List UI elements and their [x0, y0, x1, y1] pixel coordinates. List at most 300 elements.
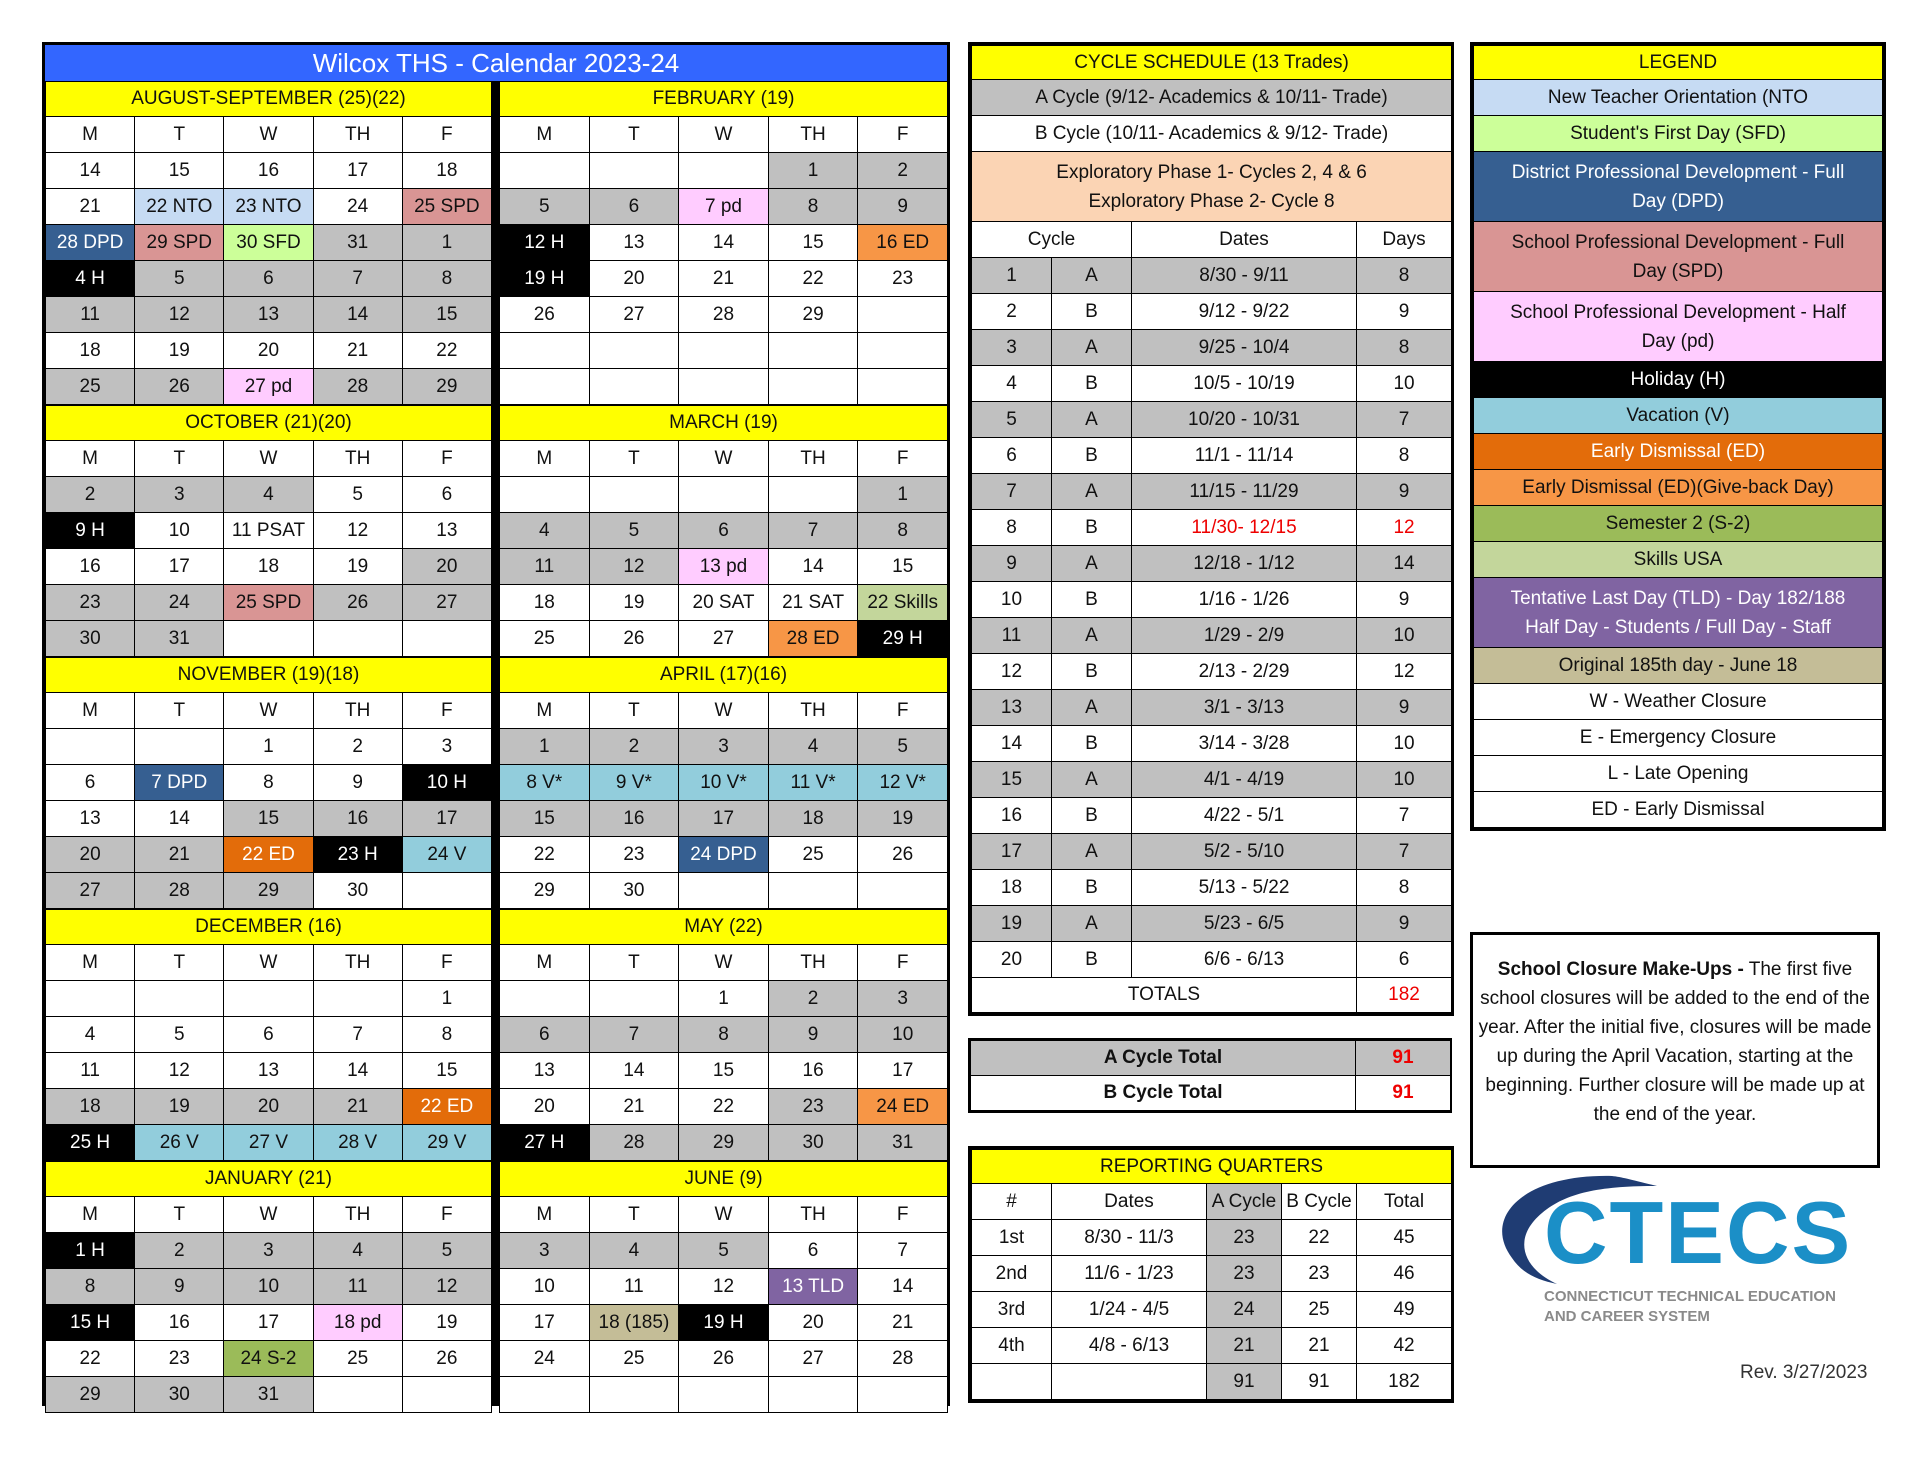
cycle-dates: 9/12 - 9/22: [1132, 294, 1357, 330]
day-cell: 14: [768, 549, 858, 585]
day-cell: 30: [313, 873, 402, 909]
day-cell: 9 V*: [589, 765, 679, 801]
day-cell: 12: [135, 297, 224, 333]
day-cell: 8: [768, 189, 858, 225]
day-cell: 28: [589, 1125, 679, 1161]
day-cell: 6: [402, 477, 491, 513]
day-cell: [402, 621, 491, 657]
day-cell: [858, 1377, 948, 1413]
cycle-letter: A: [1052, 474, 1132, 510]
day-cell: [500, 1377, 590, 1413]
day-cell: 28 DPD: [46, 225, 135, 261]
day-cell: [679, 873, 769, 909]
day-cell: 29: [224, 873, 313, 909]
day-cell: 24 DPD: [679, 837, 769, 873]
logo-line-2: AND CAREER SYSTEM: [1544, 1308, 1710, 1325]
day-cell: 13: [224, 297, 313, 333]
day-cell: 7: [313, 1017, 402, 1053]
cycle-column-header: Cycle: [972, 222, 1132, 258]
cycle-number: 13: [972, 690, 1052, 726]
day-cell: 22: [402, 333, 491, 369]
day-cell: 26: [589, 621, 679, 657]
weekday-header: W: [679, 117, 769, 153]
cycle-days: 9: [1357, 582, 1452, 618]
day-cell: 26: [402, 1341, 491, 1377]
day-cell: 14: [858, 1269, 948, 1305]
quarter-total-cell: 91: [1207, 1364, 1282, 1400]
weekday-header: TH: [768, 945, 858, 981]
weekday-header: M: [46, 441, 135, 477]
cycle-dates: 5/13 - 5/22: [1132, 870, 1357, 906]
day-cell: 10: [135, 513, 224, 549]
weekday-header: W: [224, 1197, 313, 1233]
cycle-number: 18: [972, 870, 1052, 906]
day-cell: 19 H: [500, 261, 590, 297]
weekday-header: M: [46, 1197, 135, 1233]
day-cell: 24 S-2: [224, 1341, 313, 1377]
day-cell: 12: [679, 1269, 769, 1305]
closure-makeups-box: [1470, 932, 1880, 1168]
day-cell: 5: [500, 189, 590, 225]
cycle-letter: A: [1052, 546, 1132, 582]
day-cell: 16: [589, 801, 679, 837]
a-cycle-total-label: A Cycle Total: [971, 1041, 1356, 1076]
cycle-schedule: [968, 42, 1454, 1016]
day-cell: 30: [768, 1125, 858, 1161]
cycle-dates: 3/1 - 3/13: [1132, 690, 1357, 726]
cycle-letter: A: [1052, 762, 1132, 798]
cycle-number: 2: [972, 294, 1052, 330]
quarter-total-cell: [972, 1364, 1052, 1400]
day-cell: 28: [313, 369, 402, 405]
quarter-cell: 1/24 - 4/5: [1052, 1292, 1207, 1328]
legend-item: New Teacher Orientation (NTO: [1474, 80, 1883, 116]
quarter-cell: 23: [1207, 1256, 1282, 1292]
cycle-dates: 1/16 - 1/26: [1132, 582, 1357, 618]
day-cell: 11: [46, 297, 135, 333]
weekday-header: M: [46, 693, 135, 729]
day-cell: 22: [768, 261, 858, 297]
day-cell: 13 TLD: [768, 1269, 858, 1305]
day-cell: 20: [402, 549, 491, 585]
day-cell: 1: [224, 729, 313, 765]
day-cell: 13: [402, 513, 491, 549]
day-cell: 30: [46, 621, 135, 657]
day-cell: 20: [224, 1089, 313, 1125]
day-cell: [135, 729, 224, 765]
weekday-header: W: [679, 441, 769, 477]
day-cell: 21: [46, 189, 135, 225]
weekday-header: W: [224, 441, 313, 477]
day-cell: 11: [313, 1269, 402, 1305]
weekday-header: M: [500, 945, 590, 981]
cycle-days: 8: [1357, 258, 1452, 294]
cycle-dates: 5/2 - 5/10: [1132, 834, 1357, 870]
calendar-right-column: [499, 81, 947, 1413]
quarter-cell: 23: [1207, 1220, 1282, 1256]
month-title: FEBRUARY (19): [500, 82, 948, 117]
day-cell: 3: [224, 1233, 313, 1269]
day-cell: 25: [768, 837, 858, 873]
exploratory-phase-1: Exploratory Phase 1- Cycles 2, 4 & 6: [1056, 161, 1367, 183]
weekday-header: TH: [768, 1197, 858, 1233]
cycle-days: 10: [1357, 366, 1452, 402]
day-cell: 23: [768, 1089, 858, 1125]
day-cell: 15: [135, 153, 224, 189]
legend-item: School Professional Development - Half Day (pd): [1474, 292, 1883, 362]
day-cell: 7 pd: [679, 189, 769, 225]
month-right-2: [499, 657, 948, 909]
cycle-dates: 3/14 - 3/28: [1132, 726, 1357, 762]
legend-item: Early Dismissal (ED)(Give-back Day): [1474, 470, 1883, 506]
weekday-header: F: [402, 945, 491, 981]
b-cycle-total-value: 91: [1356, 1076, 1451, 1111]
day-cell: 12 H: [500, 225, 590, 261]
cycle-row: [972, 510, 1452, 546]
day-cell: 23 NTO: [224, 189, 313, 225]
day-cell: 26 V: [135, 1125, 224, 1161]
day-cell: 25: [46, 369, 135, 405]
day-cell: 23: [135, 1341, 224, 1377]
cycle-letter: B: [1052, 942, 1132, 978]
cycle-days: 9: [1357, 474, 1452, 510]
day-cell: 17: [135, 549, 224, 585]
cycle-letter: A: [1052, 402, 1132, 438]
weekday-header: T: [135, 693, 224, 729]
day-cell: 29: [768, 297, 858, 333]
day-cell: 5: [313, 477, 402, 513]
days-column-header: Days: [1357, 222, 1452, 258]
quarter-cell: 11/6 - 1/23: [1052, 1256, 1207, 1292]
day-cell: [313, 621, 402, 657]
day-cell: 30: [135, 1377, 224, 1413]
day-cell: 17: [500, 1305, 590, 1341]
day-cell: 1: [402, 981, 491, 1017]
day-cell: 28: [679, 297, 769, 333]
weekday-header: M: [500, 1197, 590, 1233]
day-cell: 17: [858, 1053, 948, 1089]
day-cell: [589, 981, 679, 1017]
day-cell: 28: [858, 1341, 948, 1377]
quarter-column-header: Dates: [1052, 1184, 1207, 1220]
day-cell: [500, 153, 590, 189]
cycle-schedule-title: CYCLE SCHEDULE (13 Trades): [972, 46, 1452, 80]
day-cell: 27 pd: [224, 369, 313, 405]
day-cell: [500, 981, 590, 1017]
cycle-letter: B: [1052, 366, 1132, 402]
cycle-letter: A: [1052, 618, 1132, 654]
cycle-number: 5: [972, 402, 1052, 438]
day-cell: 12: [313, 513, 402, 549]
cycle-dates: 10/20 - 10/31: [1132, 402, 1357, 438]
month-title: AUGUST-SEPTEMBER (25)(22): [46, 82, 492, 117]
month-title: MAY (22): [500, 910, 948, 945]
day-cell: 19 H: [679, 1305, 769, 1341]
day-cell: 18 pd: [313, 1305, 402, 1341]
day-cell: 13 pd: [679, 549, 769, 585]
dates-column-header: Dates: [1132, 222, 1357, 258]
day-cell: 21: [589, 1089, 679, 1125]
cycle-dates: 1/29 - 2/9: [1132, 618, 1357, 654]
legend-item: Original 185th day - June 18: [1474, 648, 1883, 684]
day-cell: 21: [313, 1089, 402, 1125]
quarter-column-header: #: [972, 1184, 1052, 1220]
cycle-days: 7: [1357, 798, 1452, 834]
weekday-header: TH: [313, 1197, 402, 1233]
day-cell: 24: [500, 1341, 590, 1377]
day-cell: 8 V*: [500, 765, 590, 801]
day-cell: 16: [46, 549, 135, 585]
day-cell: 15: [768, 225, 858, 261]
month-title: APRIL (17)(16): [500, 658, 948, 693]
cycle-days: 8: [1357, 870, 1452, 906]
day-cell: [679, 369, 769, 405]
cycle-number: 19: [972, 906, 1052, 942]
day-cell: [768, 1377, 858, 1413]
day-cell: [589, 1377, 679, 1413]
cycle-letter: B: [1052, 726, 1132, 762]
cycle-number: 7: [972, 474, 1052, 510]
day-cell: 5: [679, 1233, 769, 1269]
day-cell: 22 ED: [402, 1089, 491, 1125]
day-cell: 14: [46, 153, 135, 189]
day-cell: 14: [313, 1053, 402, 1089]
day-cell: 23 H: [313, 837, 402, 873]
weekday-header: T: [589, 117, 679, 153]
day-cell: 5: [402, 1233, 491, 1269]
day-cell: 17: [402, 801, 491, 837]
day-cell: 6: [589, 189, 679, 225]
day-cell: 15: [402, 297, 491, 333]
month-title: OCTOBER (21)(20): [46, 406, 492, 441]
day-cell: 25: [313, 1341, 402, 1377]
day-cell: 25 H: [46, 1125, 135, 1161]
cycle-row: [972, 906, 1452, 942]
legend-item: Student's First Day (SFD): [1474, 116, 1883, 152]
cycle-dates: 5/23 - 6/5: [1132, 906, 1357, 942]
weekday-header: W: [679, 1197, 769, 1233]
day-cell: 21 SAT: [768, 585, 858, 621]
calendar-left-column: [45, 81, 491, 1413]
day-cell: 1 H: [46, 1233, 135, 1269]
cycle-days: 6: [1357, 942, 1452, 978]
cycle-letter: A: [1052, 330, 1132, 366]
day-cell: 16: [313, 801, 402, 837]
reporting-quarters-title: REPORTING QUARTERS: [972, 1150, 1452, 1184]
weekday-header: T: [589, 441, 679, 477]
cycle-days: 10: [1357, 762, 1452, 798]
day-cell: 15: [402, 1053, 491, 1089]
logo-letters: CTECS: [1544, 1183, 1853, 1282]
month-right-0: [499, 81, 948, 405]
cycle-row: [972, 582, 1452, 618]
weekday-header: F: [858, 117, 948, 153]
day-cell: 8: [679, 1017, 769, 1053]
cycle-days: 9: [1357, 906, 1452, 942]
day-cell: 5: [135, 261, 224, 297]
day-cell: 19: [858, 801, 948, 837]
day-cell: 9 H: [46, 513, 135, 549]
day-cell: 20: [768, 1305, 858, 1341]
day-cell: 31: [313, 225, 402, 261]
cycle-row: [972, 618, 1452, 654]
quarter-total-cell: 182: [1357, 1364, 1452, 1400]
day-cell: [679, 477, 769, 513]
month-left-0: [45, 81, 492, 405]
day-cell: 29 V: [402, 1125, 491, 1161]
day-cell: 7: [768, 513, 858, 549]
cycle-number: 1: [972, 258, 1052, 294]
day-cell: [46, 729, 135, 765]
day-cell: 26: [858, 837, 948, 873]
quarter-cell: 24: [1207, 1292, 1282, 1328]
cycle-days: 9: [1357, 690, 1452, 726]
day-cell: [135, 981, 224, 1017]
weekday-header: TH: [313, 441, 402, 477]
day-cell: [858, 873, 948, 909]
day-cell: 15 H: [46, 1305, 135, 1341]
cycle-days: 9: [1357, 294, 1452, 330]
day-cell: 20: [500, 1089, 590, 1125]
cycle-row: [972, 870, 1452, 906]
cycle-number: 17: [972, 834, 1052, 870]
day-cell: 26: [679, 1341, 769, 1377]
day-cell: 28 ED: [768, 621, 858, 657]
day-cell: 23: [46, 585, 135, 621]
day-cell: 4: [500, 513, 590, 549]
cycle-row: [972, 294, 1452, 330]
cycle-dates: 10/5 - 10/19: [1132, 366, 1357, 402]
cycle-row: [972, 690, 1452, 726]
day-cell: 13: [224, 1053, 313, 1089]
cycle-days: 12: [1357, 654, 1452, 690]
legend-item: W - Weather Closure: [1474, 684, 1883, 720]
weekday-header: F: [402, 441, 491, 477]
quarter-cell: 4/8 - 6/13: [1052, 1328, 1207, 1364]
day-cell: 3: [135, 477, 224, 513]
day-cell: 25: [500, 621, 590, 657]
weekday-header: M: [500, 441, 590, 477]
weekday-header: TH: [313, 693, 402, 729]
day-cell: 20 SAT: [679, 585, 769, 621]
day-cell: [589, 153, 679, 189]
day-cell: 31: [858, 1125, 948, 1161]
day-cell: 31: [224, 1377, 313, 1413]
day-cell: 20: [46, 837, 135, 873]
cycle-number: 4: [972, 366, 1052, 402]
cycle-number: 6: [972, 438, 1052, 474]
day-cell: 25: [589, 1341, 679, 1377]
day-cell: 4 H: [46, 261, 135, 297]
day-cell: 27: [768, 1341, 858, 1377]
cycle-days: 12: [1357, 510, 1452, 546]
cycle-letter: A: [1052, 906, 1132, 942]
day-cell: 1: [679, 981, 769, 1017]
month-right-1: [499, 405, 948, 657]
cycle-row: [972, 546, 1452, 582]
quarter-cell: 42: [1357, 1328, 1452, 1364]
day-cell: [679, 333, 769, 369]
day-cell: 17: [224, 1305, 313, 1341]
calendar: [42, 42, 950, 1406]
quarter-cell: 2nd: [972, 1256, 1052, 1292]
day-cell: [589, 477, 679, 513]
day-cell: 18: [402, 153, 491, 189]
day-cell: 18 (185): [589, 1305, 679, 1341]
cycle-number: 11: [972, 618, 1052, 654]
weekday-header: T: [135, 1197, 224, 1233]
weekday-header: W: [224, 945, 313, 981]
day-cell: 20: [589, 261, 679, 297]
day-cell: 22: [679, 1089, 769, 1125]
day-cell: 15: [224, 801, 313, 837]
day-cell: 18: [224, 549, 313, 585]
day-cell: 25 SPD: [402, 189, 491, 225]
day-cell: 29: [500, 873, 590, 909]
day-cell: 23: [589, 837, 679, 873]
cycle-row: [972, 438, 1452, 474]
month-left-1: [45, 405, 492, 657]
day-cell: 19: [402, 1305, 491, 1341]
day-cell: 13: [589, 225, 679, 261]
day-cell: 5: [135, 1017, 224, 1053]
weekday-header: W: [224, 117, 313, 153]
day-cell: 22 NTO: [135, 189, 224, 225]
month-title: JUNE (9): [500, 1162, 948, 1197]
day-cell: 5: [589, 513, 679, 549]
cycle-dates: 2/13 - 2/29: [1132, 654, 1357, 690]
weekday-header: F: [858, 441, 948, 477]
day-cell: 14: [135, 801, 224, 837]
day-cell: 16: [768, 1053, 858, 1089]
month-title: JANUARY (21): [46, 1162, 492, 1197]
day-cell: 19: [313, 549, 402, 585]
day-cell: 3: [679, 729, 769, 765]
day-cell: 8: [402, 1017, 491, 1053]
weekday-header: M: [46, 945, 135, 981]
day-cell: [224, 981, 313, 1017]
day-cell: 8: [402, 261, 491, 297]
quarter-cell: 25: [1282, 1292, 1357, 1328]
day-cell: 9: [768, 1017, 858, 1053]
legend-item: Semester 2 (S-2): [1474, 506, 1883, 542]
day-cell: 18: [768, 801, 858, 837]
day-cell: 11 PSAT: [224, 513, 313, 549]
day-cell: 16 ED: [858, 225, 948, 261]
day-cell: 26: [135, 369, 224, 405]
cycle-row: [972, 798, 1452, 834]
day-cell: [589, 333, 679, 369]
day-cell: 6: [768, 1233, 858, 1269]
cycle-row: [972, 258, 1452, 294]
day-cell: 3: [858, 981, 948, 1017]
day-cell: 7: [313, 261, 402, 297]
day-cell: 17: [313, 153, 402, 189]
logo-line-1: CONNECTICUT TECHNICAL EDUCATION: [1544, 1288, 1836, 1305]
cycle-row: [972, 762, 1452, 798]
quarter-cell: 45: [1357, 1220, 1452, 1256]
day-cell: 10: [500, 1269, 590, 1305]
exploratory-phases: [972, 152, 1452, 222]
day-cell: 10: [858, 1017, 948, 1053]
day-cell: 6: [224, 261, 313, 297]
quarter-cell: 46: [1357, 1256, 1452, 1292]
day-cell: [46, 981, 135, 1017]
day-cell: [500, 369, 590, 405]
cycle-days: 8: [1357, 438, 1452, 474]
day-cell: 13: [500, 1053, 590, 1089]
cycle-days: 8: [1357, 330, 1452, 366]
